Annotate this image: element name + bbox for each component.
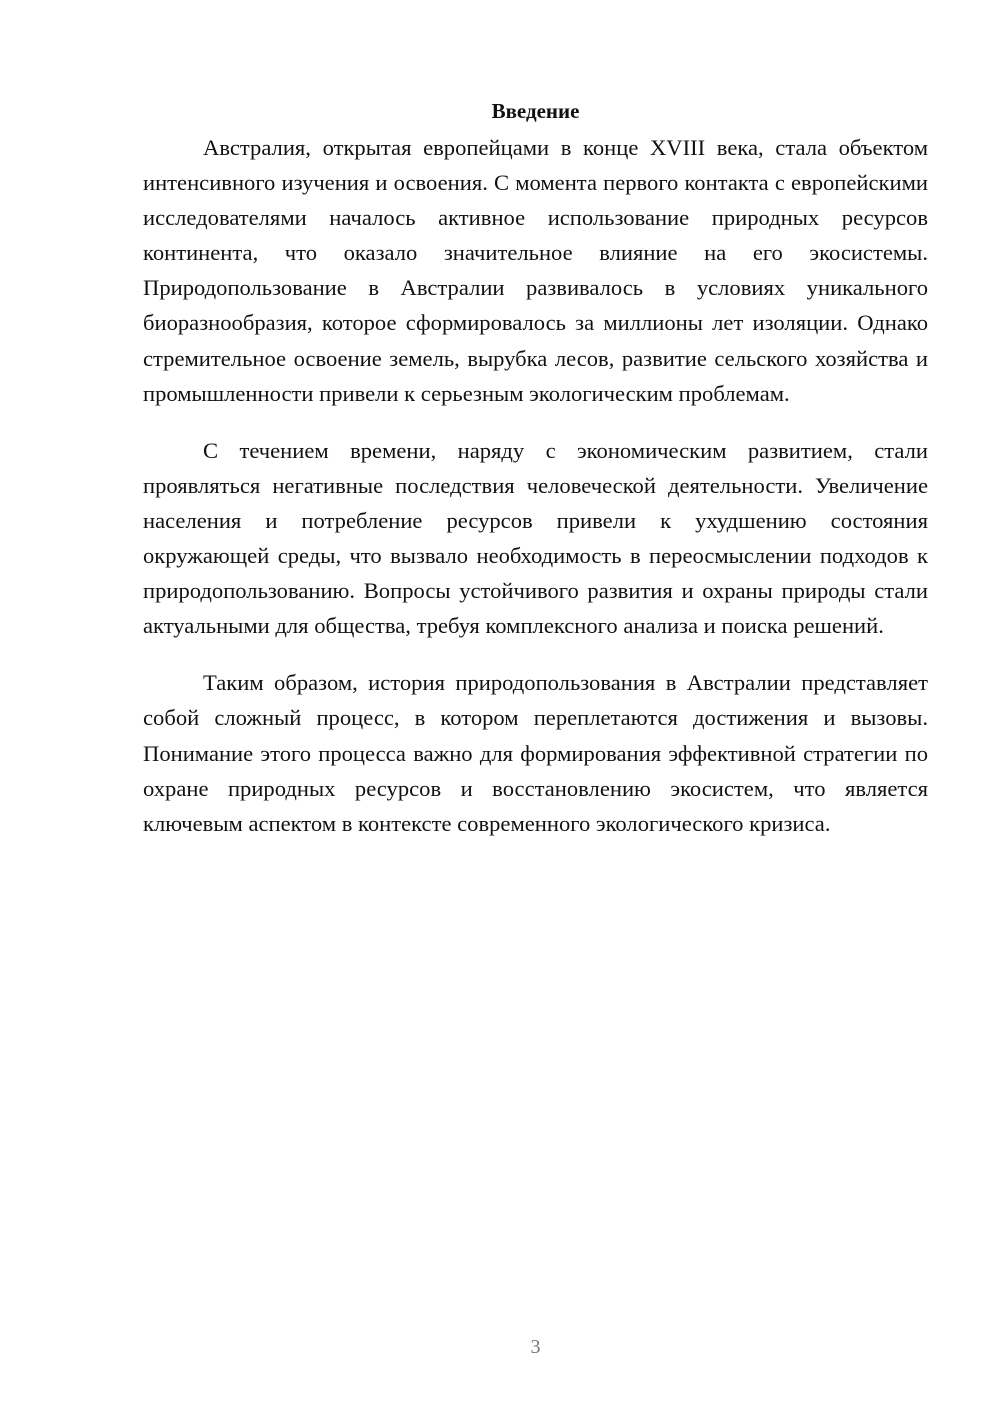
section-heading: Введение: [491, 99, 580, 123]
page-number: 3: [530, 1336, 541, 1358]
page-content: [143, 96, 928, 863]
paragraph-3: Таким образом, история природопользования в Австралии представляет собой сложный процесс, в котором переплетаются достижения и вызовы. Понимание этого процесса важно для формирования эффективной стратегии по охране природных ресурсов и восстановлению экосистем, что является ключевым аспектом в контексте современного экологического кризиса.: [143, 670, 928, 836]
paragraph-1: Австралия, открытая европейцами в конце XVIII века, стала объектом интенсивного изучения и освоения. С момента первого контакта с европейскими исследователями началось активное использование природных ресурсов континента, что оказало значительное влияние на его экосистемы. Природопользование в Австралии развивалось в условиях уникального биоразнообразия, которое сформировалось за миллионы лет изоляции. Однако стремительное освоение земель, вырубка лесов, развитие сельского хозяйства и промышленности привели к серьезным экологическим проблемам.: [143, 135, 928, 406]
paragraph-2: С течением времени, наряду с экономическим развитием, стали проявляться негативные последствия человеческой деятельности. Увеличение населения и потребление ресурсов привели к ухудшению состояния окружающей среды, что вызвало необходимость в переосмыслении подходов к природопользованию. Вопросы устойчивого развития и охраны природы стали актуальными для общества, требуя комплексного анализа и поиска решений.: [143, 437, 928, 639]
